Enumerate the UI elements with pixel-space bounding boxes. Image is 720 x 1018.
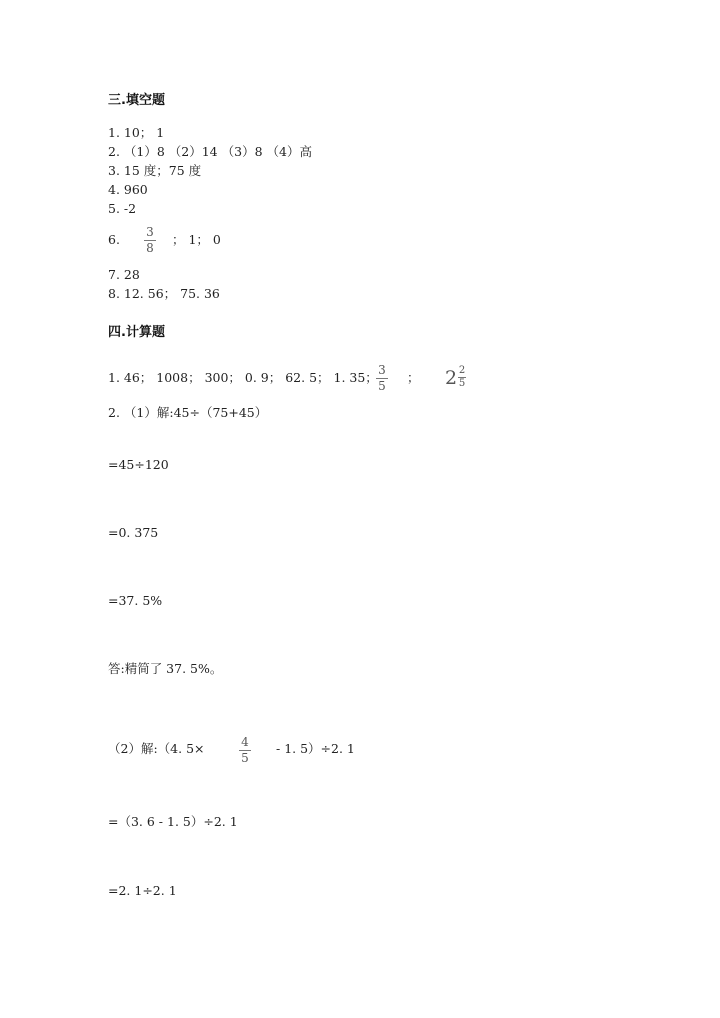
answer-line-1: 1. 10； 1 — [108, 125, 165, 140]
fraction-denominator: 5 — [458, 378, 466, 389]
answer-line-8: 8. 12. 56； 75. 36 — [108, 286, 220, 301]
fraction-4-5 — [239, 736, 251, 765]
calc-q2-1-line-2: =45÷120 — [108, 457, 169, 472]
answer-line-3: 3. 15 度；75 度 — [108, 163, 202, 178]
answer-line-5: 5. -2 — [108, 201, 137, 216]
calc-line-1-separator: ； — [407, 370, 420, 385]
fraction-3-5 — [376, 364, 388, 393]
calc-q2-2-line-1-prefix: （2）解:（4. 5× — [108, 741, 205, 756]
fraction-numerator: 3 — [146, 225, 154, 239]
mixed-whole: 2 — [445, 366, 458, 389]
fraction-numerator: 4 — [241, 735, 249, 749]
fraction-denominator: 5 — [378, 379, 386, 393]
calc-q2-1-line-4: =37. 5% — [108, 593, 163, 608]
calc-q2-2-line-3: =2. 1÷2. 1 — [108, 883, 177, 898]
calc-q2-2-line-2: =（3. 6 - 1. 5）÷2. 1 — [108, 814, 238, 829]
fraction-denominator: 8 — [146, 241, 154, 255]
answer-line-2: 2. （1）8 （2）14 （3）8 （4）高 — [108, 144, 312, 159]
mixed-fraction — [458, 366, 466, 389]
answer-line-6-prefix: 6. — [108, 232, 120, 247]
calc-line-1: 1. 46； 1008； 300； 0. 9； 62. 5； 1. 35； — [108, 370, 378, 385]
calc-q2-2-line-1-suffix: - 1. 5）÷2. 1 — [276, 741, 355, 756]
fraction-numerator: 2 — [458, 365, 466, 376]
answer-line-4: 4. 960 — [108, 182, 148, 197]
fraction-3-8 — [144, 226, 156, 255]
answer-line-6-suffix: ； 1； 0 — [172, 232, 221, 247]
fraction-numerator: 3 — [378, 363, 386, 377]
section-title-calculation: 四.计算题 — [108, 325, 165, 340]
fraction-denominator: 5 — [241, 751, 249, 765]
section-title-fill-in: 三.填空题 — [108, 93, 165, 108]
answer-line-7: 7. 28 — [108, 267, 140, 282]
calc-q2-1-line-1: 2. （1）解:45÷（75+45） — [108, 405, 268, 420]
calc-q2-1-answer: 答:精简了 37. 5%。 — [108, 661, 223, 676]
calc-q2-1-line-3: =0. 375 — [108, 525, 159, 540]
mixed-number-2-2-5 — [445, 366, 466, 389]
